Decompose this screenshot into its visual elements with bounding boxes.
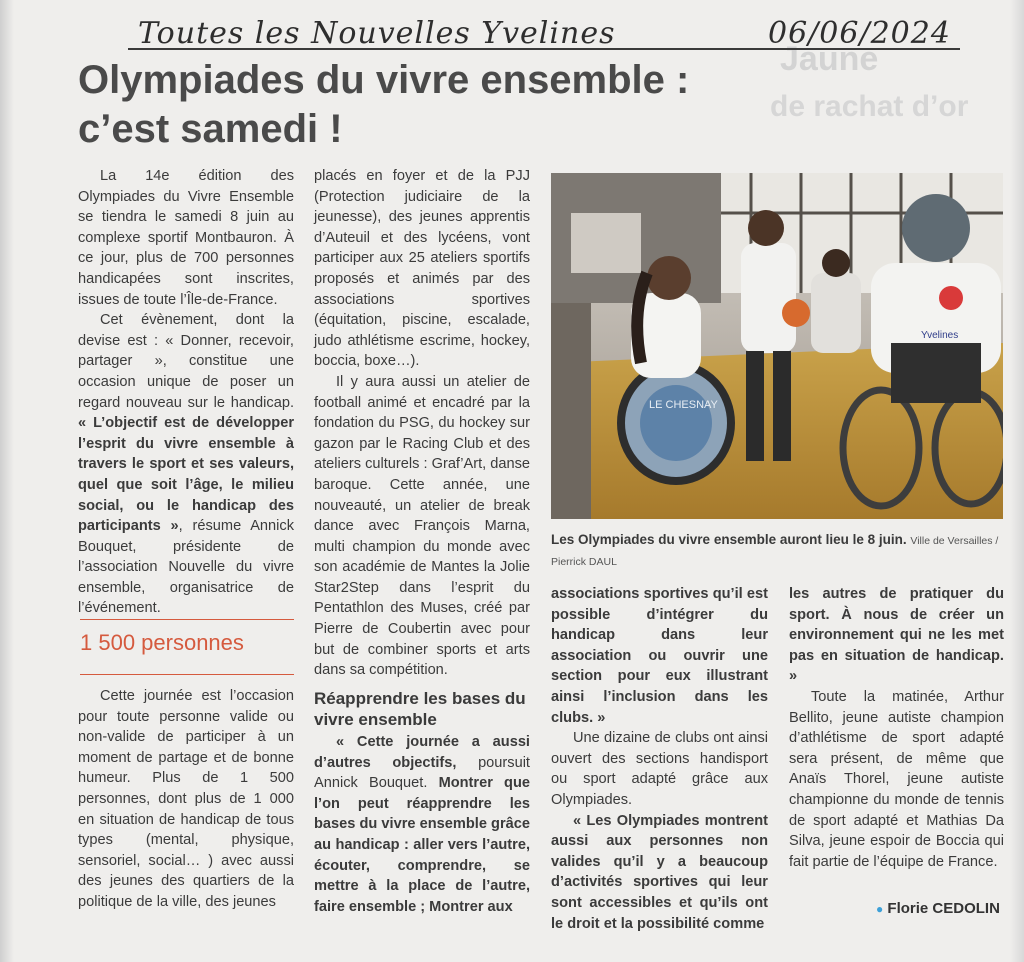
quote-text: associations sportives qu’il est possible d’intégrer du handicap dans leur association ou ouvrir une section pour eux illustrant ainsi l’inclusion dans les clubs. » <box>551 586 768 726</box>
paragraph: Cette journée est l’occasion pour toute personne valide ou non-valide de participer à un moment de partage et de bonne humeur. Plus de 1 500 personnes, dont plus de 1 000 en situation de handicap de tous types (mental, physique, sensoriel, social… ) avec aussi des jeunes des quartiers de la politique de la ville, des jeunes <box>78 688 294 910</box>
quote-text: « L’objectif est de développer l’esprit du vivre ensemble à travers le sport et ses valeurs, quel que soit l’âge, le milieu social, ou le handicap des participants » <box>78 415 294 535</box>
section-rule-top <box>80 619 294 620</box>
bullet-icon: ● <box>876 902 884 916</box>
jersey-text: Yvelines <box>921 330 959 341</box>
paragraph <box>78 310 294 619</box>
column-1-continued <box>78 686 294 913</box>
article-photo <box>551 173 1003 519</box>
wheel-text: LE CHESNAY <box>649 399 718 411</box>
paragraph: placés en foyer et de la PJJ (Protection judiciaire de la jeunesse), des jeunes apprentis d’Auteuil et des lycéens, vont participer aux 25 ateliers sportifs proposés et animés par des associations sportives (équitation, piscine, escalade, judo athlétisme escrime, hockey, boccia, boxe…). <box>314 168 530 370</box>
column-4 <box>789 584 1004 872</box>
publication-date: 06/06/2024 <box>768 16 951 51</box>
quote-text: Montrer que l’on peut réapprendre les bases du vivre ensemble grâce au handicap : aller vers l’autre, écouter, comprendre, se mettre à la place de l’autre, faire ensemble ; Montrer aux <box>314 775 530 915</box>
page-edge <box>0 0 14 962</box>
publication-name: Toutes les Nouvelles Yvelines <box>138 16 616 51</box>
paragraph: Il y aura aussi un atelier de football animé et encadré par la fondation du PSG, du hockey sur gazon par le Racing Club et des ateliers culturels : Graf’Art, danse baroque. Cette année, une nouveauté, un atelier de break dance avec François Marna, multi champion du monde avec son académie de Mantes la Jolie Star2Step dans l’esprit du Pentathlon des Muses, créé par Pierre de Coubertin avec pour but de combiner sports et arts dans sa compétition. <box>314 373 531 679</box>
article-headline <box>78 56 778 154</box>
bleed-through-text: de rachat d’or <box>770 90 969 123</box>
paragraph: Toute la matinée, Arthur Bellito, jeune autiste champion d’athlétisme de sport adapté sera présent, de même que Anaïs Thorel, jeune autiste championne du monde de tennis de sport adapté et Mathias Da Silva, jeune espoir de Boccia qui fait partie de l’équipe de France. <box>789 688 1004 870</box>
column-2-continued <box>314 732 530 917</box>
paragraph <box>551 811 768 935</box>
headline-line-2: c’est samedi ! <box>78 107 343 151</box>
author-byline <box>876 900 1000 917</box>
handwritten-underline <box>128 48 960 50</box>
paragraph-text: Cet évènement, dont la devise est : « Donner, recevoir, partager », constitue une occasion unique de poser un regard nouveau sur le handicap. <box>78 312 294 411</box>
column-2 <box>314 166 530 681</box>
photo-caption <box>551 530 1003 572</box>
paragraph-text: poursuit Annick Bouquet. <box>314 754 530 792</box>
section-subhead: Réapprendre les bases du vivre ensemble <box>314 689 526 729</box>
quote-text: « Cette journée a aussi d’autres objectifs, <box>314 734 530 771</box>
column-3 <box>551 584 768 934</box>
paragraph-text: , résume Annick Bouquet, présidente de l’association Nouvelle du vivre ensemble, organisatrice de l’événement. <box>78 518 295 617</box>
caption-text: Les Olympiades du vivre ensemble auront lieu le 8 juin. <box>551 532 907 547</box>
quote-text: les autres de pratiquer du sport. À nous de créer un environnement qui ne les met pas en situation de handicap. » <box>789 586 1004 685</box>
bleed-through-text: Jaune <box>780 40 879 78</box>
wheelchair-sport-photo <box>551 173 1003 519</box>
paragraph <box>789 584 1004 687</box>
headline-line-1: Olympiades du vivre ensemble : <box>78 58 690 102</box>
paragraph: Une dizaine de clubs ont ainsi ouvert des sections handisport ou sport adapté grâce aux Olympiades. <box>551 730 768 808</box>
section-rule-bottom <box>80 674 294 675</box>
paragraph <box>551 584 768 728</box>
quote-text: « Les Olympiades montrent aussi aux personnes non valides qu’il y a beaucoup d’activités sportives qui leur sont accessibles et qu’ils ont le droit et la possibilité comme <box>551 812 768 932</box>
handwritten-source-note <box>128 12 968 58</box>
paragraph <box>314 732 530 917</box>
author-name: Florie CEDOLIN <box>887 900 1000 917</box>
page-edge <box>1010 0 1024 962</box>
paragraph: La 14e édition des Olympiades du Vivre Ensemble se tiendra le samedi 8 juin au complexe sportif Montbauron. À ce jour, plus de 700 personnes handicapées sont inscrites, issues de toute l’Île-de-France. <box>78 168 294 308</box>
column-1 <box>78 166 294 619</box>
section-subhead: 1 500 personnes <box>80 630 244 655</box>
photo-credit: Ville de Versailles / Pierrick DAUL <box>551 535 999 568</box>
